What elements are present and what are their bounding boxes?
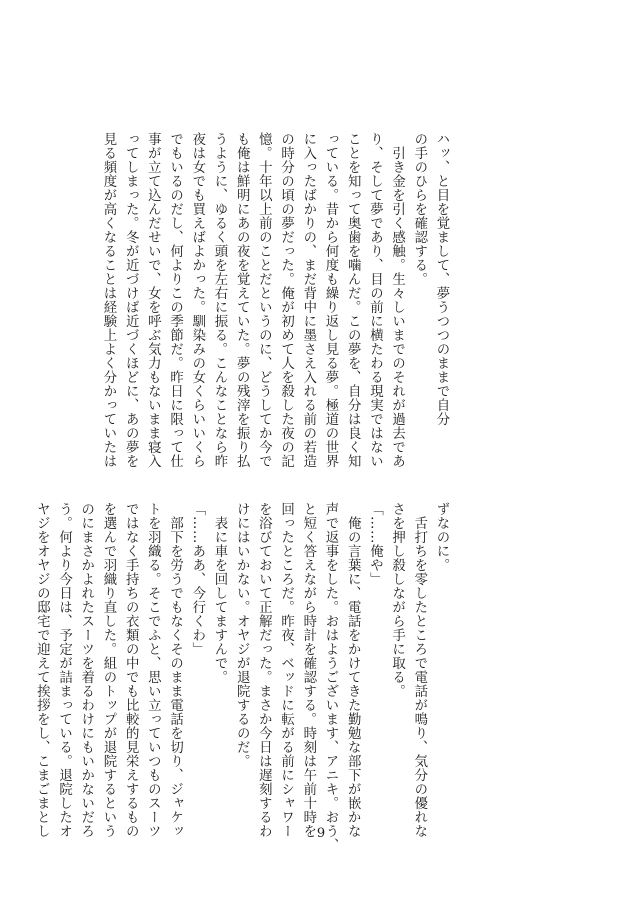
text-line: けにはいかない。オヤジが退院するのだ。 (234, 502, 250, 768)
text-line: トを羽織る。そこでふと、思い立っていつものスーツ (145, 502, 161, 838)
text-line: 「……ああ、今行くわ」 (189, 502, 205, 656)
text-line: 夜は女でも買えばよかった。馴染みの女くらいいくら (189, 132, 205, 468)
text-line: に入ったばかりの、まだ背中に墨さえ入れる前の若造 (300, 132, 316, 468)
text-line: 事が立て込んだせいで、女を呼ぶ気力もないまま寝入 (145, 132, 161, 468)
text-line: さを押し殺しながら手に取る。 (389, 502, 405, 698)
text-line: 表に車を回してますんで。 (211, 502, 227, 684)
text-line: ことを知って奥歯を噛んだ。この夢を、自分は良く知 (345, 132, 361, 468)
upper-text-block (100, 132, 452, 468)
text-line: ってしまった。冬が近づけば近づくほどに、あの夢を (123, 132, 139, 468)
text-line: 舌打ちを零したところで電話が鳴り、気分の優れな (411, 502, 427, 838)
text-line: ハッ、と目を覚まして、夢うつつのままで自分 (434, 132, 449, 426)
text-line: ヤジをオヤジの邸宅で迎えて挨拶をし、こまごまとし (34, 502, 50, 838)
text-line: 見る頻度が高くなることは経験上よく分かっていたは (100, 132, 116, 468)
text-line: の手のひらを確認する。 (411, 132, 427, 286)
text-line: ではなく手持ちの衣類の中でも比較的見栄えするもの (123, 502, 139, 838)
text-line: 引き金を引く感触。生々しいまでのそれが過去であ (389, 132, 405, 468)
text-line: と短く答えながら時計を確認する。時刻は午前十時を (300, 502, 316, 838)
text-line: っている。昔から何度も繰り返し見る夢。極道の世界 (322, 132, 338, 468)
text-line: 俺の言葉に、電話をかけてきた勤勉な部下が嵌かな (345, 502, 361, 838)
text-line: り、そして夢であり、目の前に横たわる現実ではない (367, 132, 383, 468)
text-line: を浴びておいて正解だった。まさか今日は遅刻するわ (256, 502, 272, 838)
page-number: 9 (316, 826, 326, 841)
text-line: う。何より今日は、予定が詰まっている。退院したオ (56, 502, 72, 838)
text-line: の時分の頃の夢だった。俺が初めて人を殺した夜の記 (278, 132, 294, 468)
text-line: うように、ゆるく頭を左右に振る。こんなことなら昨 (211, 132, 227, 468)
text-line: 憶。十年以上前のことだというのに、どうしてか今で (256, 132, 272, 468)
text-line: 回ったところだ。昨夜、ベッドに転がる前にシャワー (278, 502, 294, 838)
text-line: ずなのに。 (434, 502, 449, 572)
text-line: でもいるのだし、何よりこの季節だ。昨日に限って仕 (167, 132, 183, 468)
lower-text-block (34, 502, 452, 852)
text-line: 声で返事をした。おはようございます、アニキ。おう、 (322, 502, 338, 852)
text-line: も俺は鮮明にあの夜を覚えていた。夢の残滓を振り払 (234, 132, 250, 468)
text-line: のにまさかよれたスーツを着るわけにもいかないだろ (78, 502, 94, 838)
text-line: 部下を労うでもなくそのまま電話を切り、ジャケッ (167, 502, 183, 838)
text-line: 「……俺や」 (367, 502, 383, 586)
text-line: を選んで羽織り直した。組のトップが退院するという (100, 502, 116, 838)
